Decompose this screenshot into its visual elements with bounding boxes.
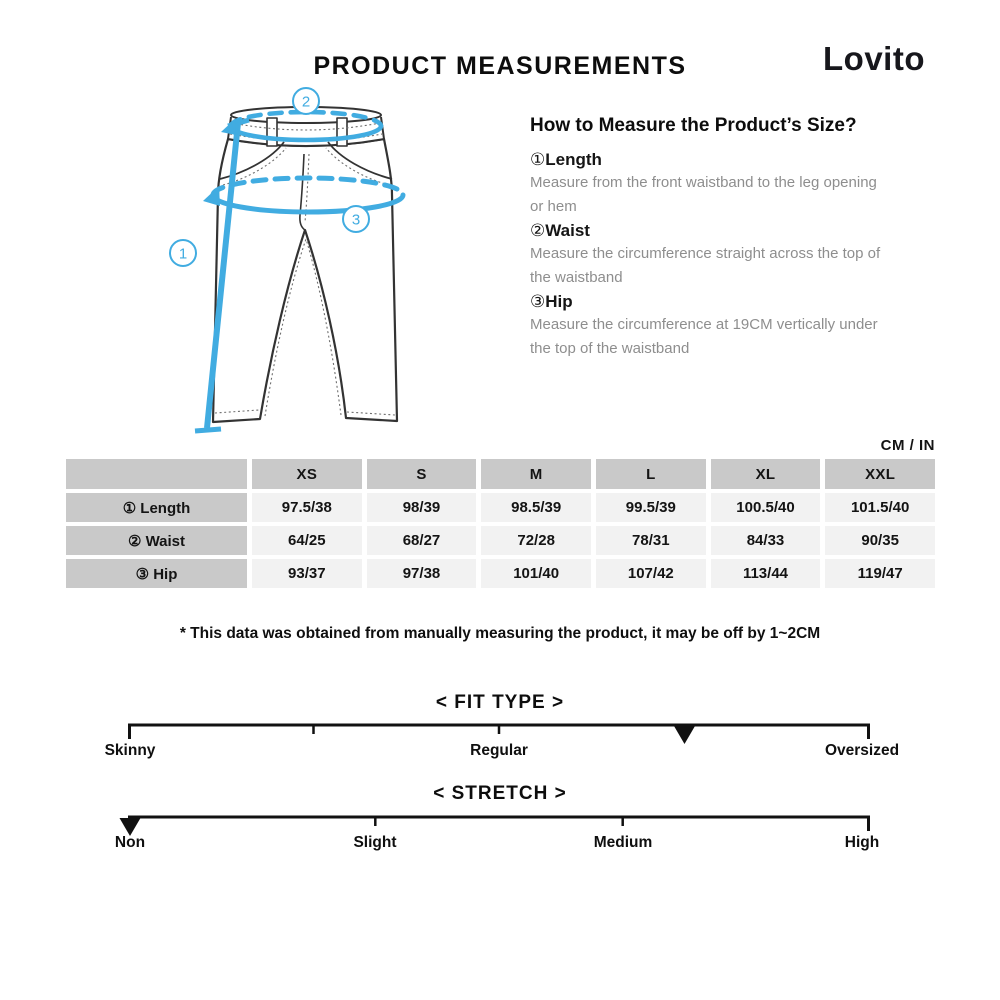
pants-diagram xyxy=(125,82,515,442)
fit-label-skinny: Skinny xyxy=(104,742,156,759)
length-label: Length xyxy=(545,150,602,169)
brand-logo: Lovito xyxy=(823,40,925,77)
hip-description: Measure the circumference at 19CM vertically under the top of the waistband xyxy=(530,316,878,357)
table-value: 97.5/38 xyxy=(252,493,362,522)
waist-description: Measure the circumference straight across the top of the waistband xyxy=(530,245,881,286)
hip-arrow-icon xyxy=(203,186,220,206)
hip-label: Hip xyxy=(545,292,573,311)
stretch-label-medium: Medium xyxy=(593,834,653,851)
stretch-title: < STRETCH > xyxy=(433,783,567,804)
table-value: 101/40 xyxy=(481,559,591,588)
column-header-s: S xyxy=(367,459,477,489)
table-value: 100.5/40 xyxy=(711,493,821,522)
table-value: 84/33 xyxy=(711,526,821,555)
measurement-disclaimer: * This data was obtained from manually measuring the product, it may be off by 1~2CM xyxy=(179,625,821,642)
table-value: 97/38 xyxy=(367,559,477,588)
waist-arrow-icon xyxy=(221,119,236,135)
length-description: Measure from the front waistband to the leg opening or hem xyxy=(530,174,877,215)
how-to-item-hip-heading xyxy=(530,290,888,313)
length-number-badge: ① xyxy=(530,150,546,169)
fit-type-marker-icon xyxy=(674,726,695,744)
row-label-waist: ② Waist xyxy=(66,526,247,555)
column-header-xl: XL xyxy=(711,459,821,489)
callout-waist-number: 2 xyxy=(301,93,311,111)
table-value: 78/31 xyxy=(596,526,706,555)
table-value: 98.5/39 xyxy=(481,493,591,522)
table-value: 72/28 xyxy=(481,526,591,555)
table-value: 98/39 xyxy=(367,493,477,522)
table-value: 68/27 xyxy=(367,526,477,555)
table-corner-cell xyxy=(66,459,247,489)
table-value: 107/42 xyxy=(596,559,706,588)
jeans-outline xyxy=(213,107,397,422)
stretch-label-high: High xyxy=(844,834,880,851)
callout-length xyxy=(170,240,196,266)
page-title: PRODUCT MEASUREMENTS xyxy=(313,52,687,80)
callout-hip xyxy=(343,206,369,232)
fit-type-title: < FIT TYPE > xyxy=(435,692,565,713)
callout-waist xyxy=(293,88,319,114)
how-to-item-waist-heading xyxy=(530,219,888,242)
how-to-measure-section xyxy=(530,115,888,361)
stretch-label-non: Non xyxy=(114,834,146,851)
column-header-m: M xyxy=(481,459,591,489)
column-header-xs: XS xyxy=(252,459,362,489)
column-header-xxl: XXL xyxy=(825,459,935,489)
stretch-label-slight: Slight xyxy=(353,834,397,851)
fit-label-regular: Regular xyxy=(470,742,528,759)
row-label-hip: ③ Hip xyxy=(66,559,247,588)
table-value: 101.5/40 xyxy=(825,493,935,522)
how-to-item-length-heading xyxy=(530,148,888,171)
callout-length-number: 1 xyxy=(178,245,188,263)
table-value: 99.5/39 xyxy=(596,493,706,522)
table-value: 93/37 xyxy=(252,559,362,588)
table-value: 90/35 xyxy=(825,526,935,555)
unit-label: CM / IN xyxy=(880,437,935,454)
callout-hip-number: 3 xyxy=(351,211,361,229)
table-value: 113/44 xyxy=(711,559,821,588)
table-value: 119/47 xyxy=(825,559,935,588)
row-label-length: ① Length xyxy=(66,493,247,522)
table-value: 64/25 xyxy=(252,526,362,555)
fit-label-oversized: Oversized xyxy=(824,742,900,759)
measurement-table xyxy=(66,459,935,588)
waist-label: Waist xyxy=(545,221,590,240)
how-to-title: How to Measure the Product’s Size? xyxy=(530,115,857,136)
waist-number-badge: ② xyxy=(530,221,546,240)
column-header-l: L xyxy=(596,459,706,489)
hip-number-badge: ③ xyxy=(530,292,546,311)
